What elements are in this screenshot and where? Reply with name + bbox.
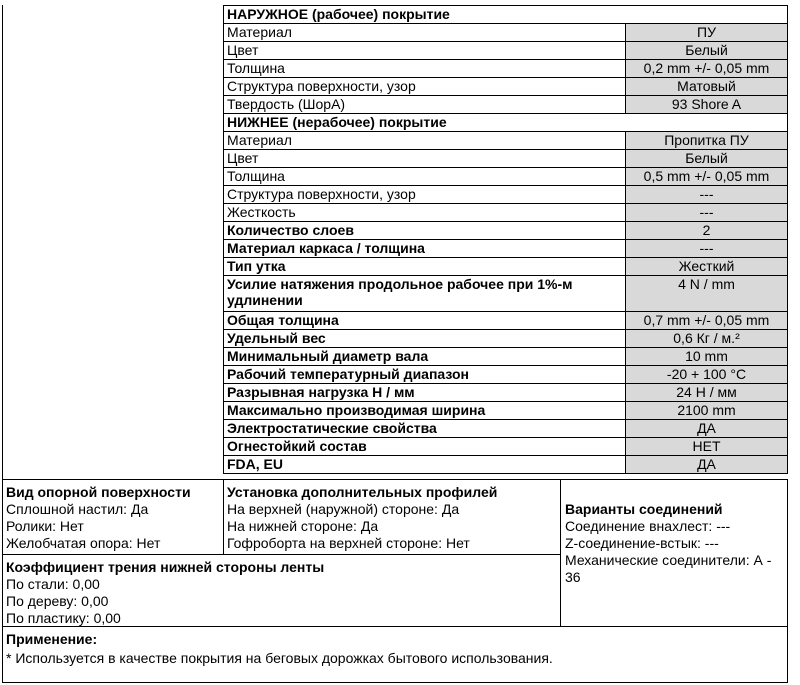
row-value: 93 Shore A: [626, 96, 788, 114]
table-row: [224, 456, 788, 474]
profiles-title: Установка дополнительных профилей: [227, 484, 498, 500]
border-right-bottom: [787, 479, 788, 683]
border-top-bottom-section: [2, 479, 788, 480]
joints-line: Механические соединители: А -: [565, 552, 772, 568]
table-row: [224, 258, 788, 276]
row-label: Структура поверхности, узор: [224, 78, 626, 96]
border-left-bottom: [2, 479, 3, 683]
table-row: [224, 276, 788, 312]
friction-line: По пластику: 0,00: [6, 610, 121, 626]
row-label: Материал: [224, 132, 626, 150]
row-value: ---: [626, 240, 788, 258]
application-text: * Используется в качестве покрытия на беговых дорожках бытового использования.: [6, 650, 553, 666]
divider-friction-top: [2, 554, 560, 555]
row-label: Твердость (ШорА): [224, 96, 626, 114]
table-row: [224, 204, 788, 222]
row-value: Пропитка ПУ: [626, 132, 788, 150]
divider-joints: [560, 479, 561, 626]
row-label: Максимально производимая ширина: [224, 402, 626, 420]
row-value: Жесткий: [626, 258, 788, 276]
row-label: Минимальный диаметр вала: [224, 348, 626, 366]
section-heading: НИЖНЕЕ (нерабочее) покрытие: [224, 114, 788, 132]
support-line: Ролики: Нет: [6, 518, 84, 534]
border-bottom: [2, 682, 788, 683]
spec-table: [223, 5, 788, 474]
table-row: [224, 42, 788, 60]
row-value: ДА: [626, 420, 788, 438]
friction-line: По дереву: 0,00: [6, 593, 109, 609]
row-label: Удельный вес: [224, 330, 626, 348]
table-row: [224, 348, 788, 366]
row-label: Материал: [224, 24, 626, 42]
table-row: [224, 312, 788, 330]
row-value: Белый: [626, 42, 788, 60]
row-label: Тип утка: [224, 258, 626, 276]
row-value: ---: [626, 186, 788, 204]
row-value: Матовый: [626, 78, 788, 96]
table-row: [224, 150, 788, 168]
row-value: ---: [626, 204, 788, 222]
table-row: [224, 222, 788, 240]
row-value: 2: [626, 222, 788, 240]
row-label: Количество слоев: [224, 222, 626, 240]
row-label: Усилие натяжения продольное рабочее при 1%-м удлинении: [224, 276, 626, 312]
section-header-row: [224, 114, 788, 132]
friction-line: По стали: 0,00: [6, 576, 100, 592]
support-title: Вид опорной поверхности: [6, 484, 191, 500]
table-row: [224, 168, 788, 186]
row-value: 24 Н / мм: [626, 384, 788, 402]
row-value: 0,5 mm +/- 0,05 mm: [626, 168, 788, 186]
table-row: [224, 366, 788, 384]
row-value: НЕТ: [626, 438, 788, 456]
profiles-line: Гофроборта на верхней стороне: Нет: [227, 535, 470, 551]
table-row: [224, 60, 788, 78]
table-row: [224, 330, 788, 348]
row-label: Толщина: [224, 60, 626, 78]
row-label: Общая толщина: [224, 312, 626, 330]
divider-support-profiles: [223, 479, 224, 554]
row-label: Электростатические свойства: [224, 420, 626, 438]
table-row: [224, 438, 788, 456]
row-label: Толщина: [224, 168, 626, 186]
table-row: [224, 132, 788, 150]
row-label: Огнестойкий состав: [224, 438, 626, 456]
row-value: 2100 mm: [626, 402, 788, 420]
row-value: Белый: [626, 150, 788, 168]
row-label: Структура поверхности, узор: [224, 186, 626, 204]
table-row: [224, 240, 788, 258]
row-value: 0,7 mm +/- 0,05 mm: [626, 312, 788, 330]
joints-line: Z-соединение-встык: ---: [565, 535, 719, 551]
row-label: Материал каркаса / толщина: [224, 240, 626, 258]
table-row: [224, 96, 788, 114]
row-label: Жесткость: [224, 204, 626, 222]
table-row: [224, 78, 788, 96]
row-label: Рабочий температурный диапазон: [224, 366, 626, 384]
support-line: Желобчатая опора: Нет: [6, 535, 161, 551]
profiles-line: На верхней (наружной) стороне: Да: [227, 501, 460, 517]
application-title: Применение:: [6, 631, 98, 647]
left-border-top: [2, 5, 3, 479]
row-value: -20 + 100 °C: [626, 366, 788, 384]
row-label: Цвет: [224, 150, 626, 168]
friction-title: Коэффициент трения нижней стороны ленты: [6, 559, 325, 575]
joints-title: Варианты соединений: [565, 501, 723, 517]
profiles-line: На нижней стороне: Да: [227, 518, 379, 534]
section-header-row: [224, 6, 788, 24]
table-row: [224, 384, 788, 402]
table-row: [224, 420, 788, 438]
joints-line: Соединение внахлест: ---: [565, 518, 731, 534]
row-value: 0,2 mm +/- 0,05 mm: [626, 60, 788, 78]
section-heading: НАРУЖНОЕ (рабочее) покрытие: [224, 6, 788, 24]
joints-line: 36: [565, 569, 581, 585]
row-label: Разрывная нагрузка Н / мм: [224, 384, 626, 402]
row-label: Цвет: [224, 42, 626, 60]
row-label: FDA, EU: [224, 456, 626, 474]
row-value: 0,6 Кг / м.²: [626, 330, 788, 348]
support-line: Сплошной настил: Да: [6, 501, 149, 517]
row-value: ПУ: [626, 24, 788, 42]
row-value: 10 mm: [626, 348, 788, 366]
row-value: ДА: [626, 456, 788, 474]
table-row: [224, 402, 788, 420]
row-value: 4 N / mm: [626, 276, 788, 312]
table-row: [224, 186, 788, 204]
table-row: [224, 24, 788, 42]
